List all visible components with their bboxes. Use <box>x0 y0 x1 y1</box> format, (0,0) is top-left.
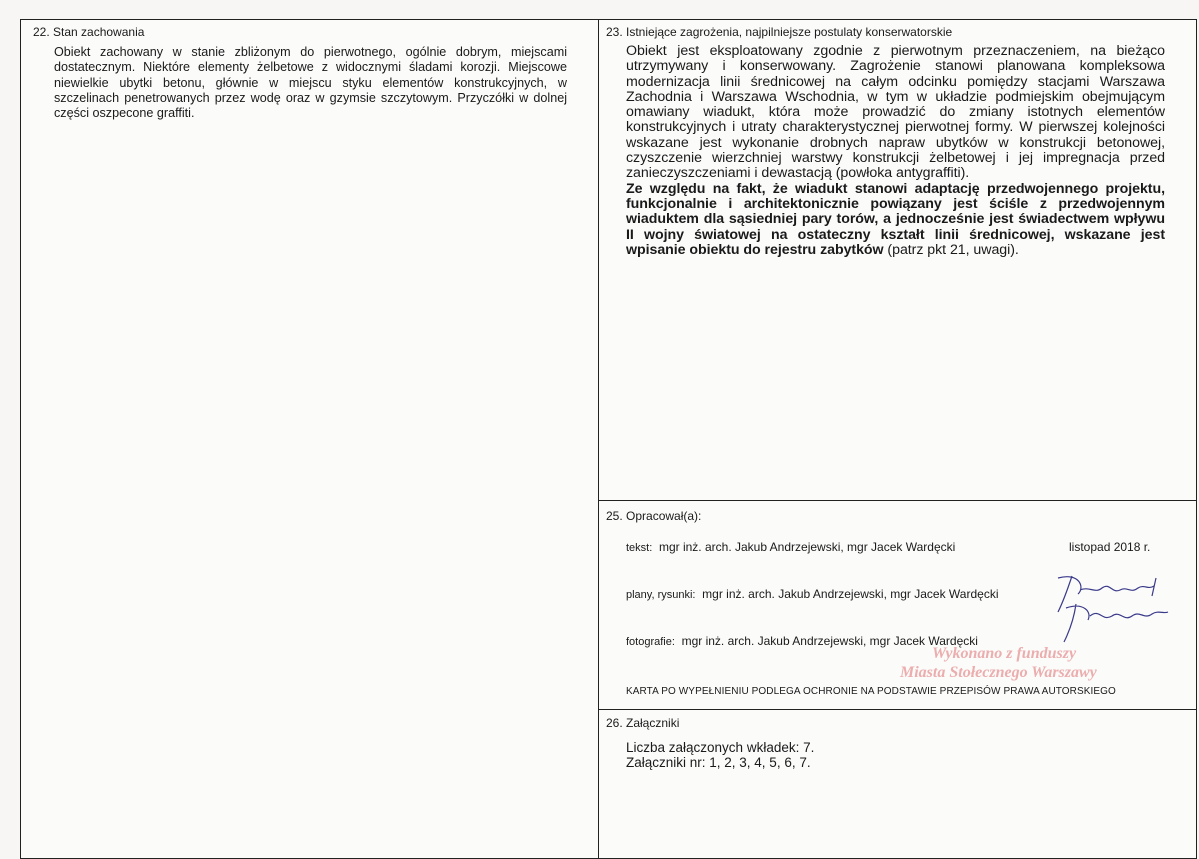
text-author-label: tekst: <box>626 542 653 554</box>
attachments-count: Liczba załączonych wkładek: 7. <box>626 740 815 755</box>
photos-author-row <box>626 634 978 648</box>
drawings-author-value: mgr inż. arch. Jakub Andrzejewski, mgr Jacek Wardęcki <box>702 587 999 601</box>
date: listopad 2018 r. <box>1069 540 1151 554</box>
copyright-notice: KARTA PO WYPEŁNIENIU PODLEGA OCHRONIE NA PODSTAWIE PRZEPISÓW PRAWA AUTORSKIEGO <box>626 686 1116 697</box>
column-divider <box>598 19 599 859</box>
drawings-author-label: plany, rysunki: <box>626 589 696 601</box>
handwritten-signatures <box>1040 568 1170 648</box>
section-23-text: Obiekt jest eksploatowany zgodnie z pierwotnym przeznaczeniem, na bieżąco utrzymywany i konserwowany. Zagrożenie stanowi planowana kompleksowa modernizacja linii średnicowej na całym odcinku pomiędzy stacjami Warszawa Zachodnia i Warszawa Wschodnia, w tym w układzie podmiejskim obejmującym omawiany wiadukt, która może prowadzić do zmiany istotnych elementów konstrukcyjnych i utraty charakterystycznej pierwotnej formy. W pierwszej kolejności wskazane jest wykonanie drobnych napraw ubytków w konstrukcji betonowej, czyszczenie wierzchniej warstwy konstrukcji żelbetowej i jej impregnacja przed zanieczyszczeniami i dewastacją (powłoka antygraffiti). <box>626 43 1165 182</box>
section-25-title: 25. Opracował(a): <box>606 509 702 523</box>
section-divider-25 <box>598 500 1197 501</box>
photos-author-label: fotografie: <box>626 636 675 648</box>
text-author-value: mgr inż. arch. Jakub Andrzejewski, mgr Jacek Wardęcki <box>658 540 956 554</box>
section-23-reference: (patrz pkt 21, uwagi). <box>883 241 1019 258</box>
section-23-body <box>626 44 1165 258</box>
section-22-text: Obiekt zachowany w stanie zbliżonym do pierwotnego, ogólnie dobrym, miejscami dostatecznym. Niektóre elementy żelbetowe z widocznymi śladami korozji. Miejscowe niewielkie ubytki betonu, głównie w miejscu styku elementów konstrukcyjnych, w szczelinach penetrowanych przez wodę oraz w gzymsie szczytowym. Przyczółki w dolnej części oszpecone graffiti. <box>54 45 567 121</box>
section-26-title: 26. Załączniki <box>606 716 680 730</box>
section-divider-26 <box>598 709 1197 710</box>
funding-stamp-line-2: Miasta Stołecznego Warszawy <box>900 664 1097 681</box>
section-22-title: 22. Stan zachowania <box>33 25 145 39</box>
attachments-list: Załączniki nr: 1, 2, 3, 4, 5, 6, 7. <box>626 755 811 770</box>
drawings-author-row <box>626 587 999 601</box>
photos-author-value: mgr inż. arch. Jakub Andrzejewski, mgr Jacek Wardęcki <box>681 634 978 648</box>
section-23-recommendation: Ze względu na fakt, że wiadukt stanowi adaptację przedwojennego projektu, funkcjonalnie i architektonicznie powiązany jest ściśle z przedwojennym wiaduktem dla sąsiedniej pary torów, a jednocześnie jest świadectwem wpływu II wojny światowej na ostateczny kształt linii średnicowej, wskazane jest wpisanie obiektu do rejestru zabytków <box>626 180 1165 258</box>
funding-stamp-line-1: Wykonano z funduszy <box>932 645 1077 662</box>
text-author-row <box>626 540 955 554</box>
section-23-title: 23. Istniejące zagrożenia, najpilniejsze postulaty konserwatorskie <box>606 25 953 39</box>
